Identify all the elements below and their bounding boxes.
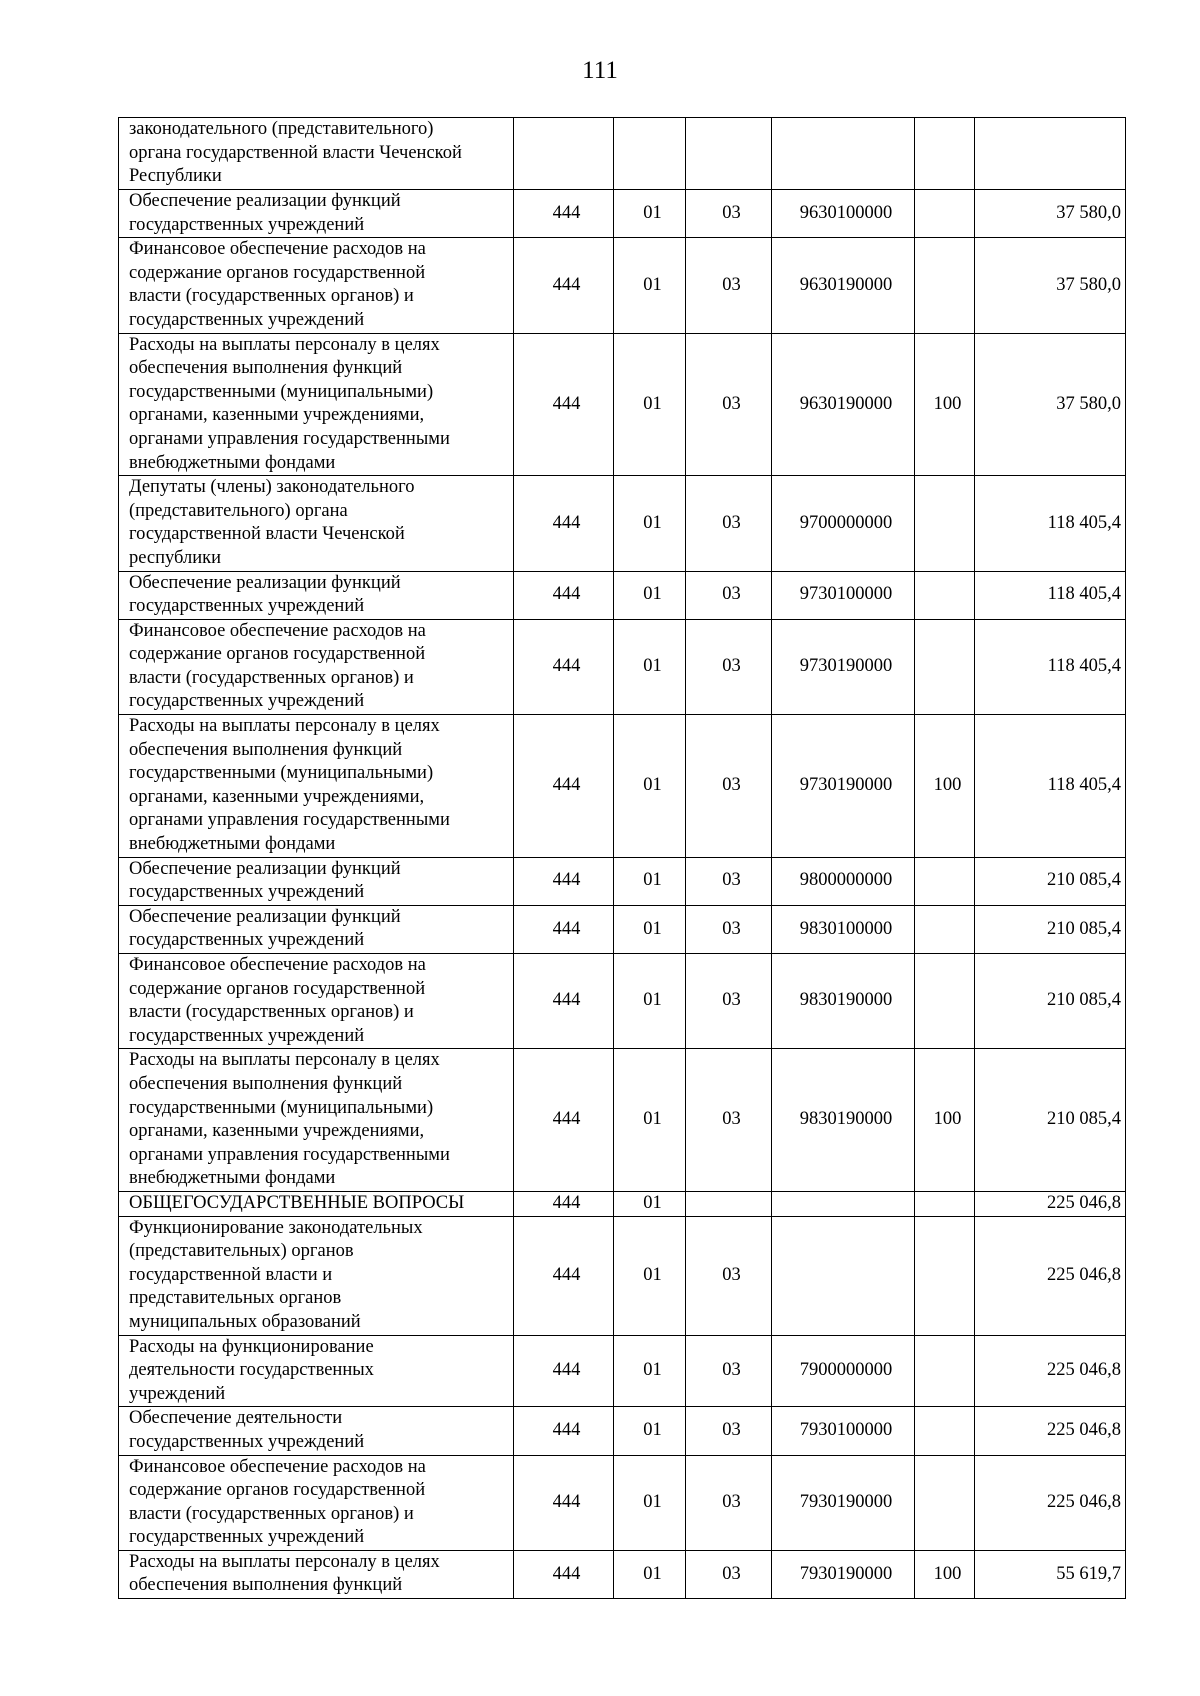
row-amount: 225 046,8 (975, 1407, 1126, 1455)
row-expense-type (915, 954, 975, 1049)
row-subsection-code: 03 (686, 857, 772, 905)
row-expense-type (915, 1455, 975, 1550)
row-ministry-code: 444 (514, 1191, 614, 1216)
row-amount: 55 619,7 (975, 1550, 1126, 1598)
row-ministry-code (514, 118, 614, 190)
row-expense-type: 100 (915, 333, 975, 476)
table-row (119, 1455, 1126, 1550)
row-ministry-code: 444 (514, 857, 614, 905)
row-amount (975, 118, 1126, 190)
row-target-article: 9730190000 (772, 715, 915, 858)
row-name-text: Обеспечение реализации функций государственных учреждений (129, 191, 401, 235)
row-ministry-code: 444 (514, 715, 614, 858)
table-row (119, 118, 1126, 190)
row-subsection-code: 03 (686, 476, 772, 571)
row-name (119, 857, 514, 905)
row-target-article (772, 1191, 915, 1216)
row-section-code: 01 (614, 619, 686, 714)
row-name (119, 118, 514, 190)
row-name-text: Финансовое обеспечение расходов на содержание органов государственной власти (государственных органов) и государственных учреждений (129, 620, 426, 712)
row-expense-type: 100 (915, 715, 975, 858)
row-amount: 118 405,4 (975, 571, 1126, 619)
table-row (119, 954, 1126, 1049)
row-section-code: 01 (614, 1049, 686, 1192)
row-target-article: 9830190000 (772, 954, 915, 1049)
row-amount: 225 046,8 (975, 1216, 1126, 1335)
row-ministry-code: 444 (514, 476, 614, 571)
row-amount: 37 580,0 (975, 333, 1126, 476)
row-expense-type (915, 571, 975, 619)
row-target-article: 7900000000 (772, 1335, 915, 1407)
row-target-article: 9630100000 (772, 190, 915, 238)
row-section-code (614, 118, 686, 190)
row-name (119, 1049, 514, 1192)
budget-table (118, 117, 1126, 1599)
row-expense-type (915, 476, 975, 571)
row-subsection-code: 03 (686, 1550, 772, 1598)
row-name-text: законодательного (представительного) органа государственной власти Чеченской Республики (129, 119, 462, 187)
row-name (119, 1407, 514, 1455)
table-row (119, 905, 1126, 953)
row-expense-type (915, 1191, 975, 1216)
row-section-code: 01 (614, 715, 686, 858)
row-ministry-code: 444 (514, 619, 614, 714)
table-row (119, 571, 1126, 619)
row-subsection-code (686, 118, 772, 190)
row-name (119, 1191, 514, 1216)
row-name-text: Расходы на выплаты персоналу в целях обеспечения выполнения функций (129, 1551, 440, 1596)
row-name (119, 619, 514, 714)
row-name (119, 476, 514, 571)
table-row (119, 1335, 1126, 1407)
row-section-code: 01 (614, 1407, 686, 1455)
row-name (119, 1455, 514, 1550)
row-name (119, 905, 514, 953)
row-section-code: 01 (614, 571, 686, 619)
row-expense-type (915, 1216, 975, 1335)
row-target-article: 9830190000 (772, 1049, 915, 1192)
row-amount: 37 580,0 (975, 238, 1126, 333)
row-name (119, 238, 514, 333)
row-target-article: 9700000000 (772, 476, 915, 571)
row-expense-type: 100 (915, 1550, 975, 1598)
row-name (119, 715, 514, 858)
row-expense-type (915, 118, 975, 190)
table-row (119, 1407, 1126, 1455)
row-name-text: Финансовое обеспечение расходов на содержание органов государственной власти (государственных органов) и государственных учреждений (129, 955, 426, 1046)
row-target-article: 9800000000 (772, 857, 915, 905)
row-amount: 210 085,4 (975, 1049, 1126, 1192)
row-expense-type (915, 1335, 975, 1407)
row-subsection-code: 03 (686, 905, 772, 953)
row-ministry-code: 444 (514, 190, 614, 238)
table-row (119, 333, 1126, 476)
row-ministry-code: 444 (514, 238, 614, 333)
row-expense-type (915, 1407, 975, 1455)
row-amount: 210 085,4 (975, 954, 1126, 1049)
row-target-article: 7930100000 (772, 1407, 915, 1455)
row-ministry-code: 444 (514, 1216, 614, 1335)
row-name (119, 190, 514, 238)
row-ministry-code: 444 (514, 1550, 614, 1598)
row-target-article: 9830100000 (772, 905, 915, 953)
row-subsection-code: 03 (686, 954, 772, 1049)
row-subsection-code: 03 (686, 571, 772, 619)
row-name (119, 333, 514, 476)
row-name-text: Расходы на выплаты персоналу в целях обеспечения выполнения функций государственными (муниципальными) органами, казенными учреждениями, органами управления государственными внебюджетными фондами (129, 334, 450, 473)
row-name (119, 1216, 514, 1335)
row-name-text: Депутаты (члены) законодательного (представительного) органа государственной власти Чеченской республики (129, 477, 415, 568)
row-section-code: 01 (614, 857, 686, 905)
row-subsection-code: 03 (686, 190, 772, 238)
row-subsection-code: 03 (686, 715, 772, 858)
row-subsection-code: 03 (686, 333, 772, 476)
table-row (119, 1550, 1126, 1598)
row-subsection-code: 03 (686, 1216, 772, 1335)
row-subsection-code: 03 (686, 619, 772, 714)
row-ministry-code: 444 (514, 905, 614, 953)
row-target-article (772, 118, 915, 190)
row-section-code: 01 (614, 1216, 686, 1335)
row-section-code: 01 (614, 333, 686, 476)
row-target-article: 9630190000 (772, 333, 915, 476)
table-row (119, 1216, 1126, 1335)
row-section-code: 01 (614, 238, 686, 333)
row-target-article: 9730100000 (772, 571, 915, 619)
table-body (119, 118, 1126, 1599)
row-name-text: Расходы на выплаты персоналу в целях обеспечения выполнения функций государственными (муниципальными) органами, казенными учреждениями, органами управления государственными внебюджетными фондами (129, 716, 450, 855)
page-number: 111 (582, 57, 618, 84)
row-ministry-code: 444 (514, 1335, 614, 1407)
row-subsection-code (686, 1191, 772, 1216)
row-ministry-code: 444 (514, 1407, 614, 1455)
row-subsection-code: 03 (686, 1407, 772, 1455)
row-subsection-code: 03 (686, 1335, 772, 1407)
table-row (119, 715, 1126, 858)
row-expense-type (915, 619, 975, 714)
row-expense-type (915, 238, 975, 333)
row-amount: 225 046,8 (975, 1191, 1126, 1216)
row-ministry-code: 444 (514, 954, 614, 1049)
row-name-text: Финансовое обеспечение расходов на содержание органов государственной власти (государственных органов) и государственных учреждений (129, 1456, 426, 1548)
row-expense-type (915, 190, 975, 238)
table-row (119, 857, 1126, 905)
row-target-article: 9730190000 (772, 619, 915, 714)
row-expense-type: 100 (915, 1049, 975, 1192)
row-section-code: 01 (614, 1455, 686, 1550)
row-subsection-code: 03 (686, 1049, 772, 1192)
row-subsection-code: 03 (686, 1455, 772, 1550)
row-name-text: Функционирование законодательных (представительных) органов государственной власти и представительных органов муниципальных образований (129, 1217, 423, 1332)
row-section-code: 01 (614, 1191, 686, 1216)
row-target-article (772, 1216, 915, 1335)
table-row (119, 238, 1126, 333)
row-name-text: Обеспечение деятельности государственных учреждений (129, 1408, 365, 1452)
row-name-text: Обеспечение реализации функций государственных учреждений (129, 858, 401, 903)
row-amount: 225 046,8 (975, 1335, 1126, 1407)
row-ministry-code: 444 (514, 1049, 614, 1192)
row-name-text: Расходы на функционирование деятельности государственных учреждений (129, 1336, 374, 1404)
row-target-article: 9630190000 (772, 238, 915, 333)
table-row (119, 619, 1126, 714)
row-name-text: Обеспечение реализации функций государственных учреждений (129, 572, 401, 617)
table-row (119, 1049, 1126, 1192)
table-row (119, 476, 1126, 571)
row-name-text: Финансовое обеспечение расходов на содержание органов государственной власти (государственных органов) и государственных учреждений (129, 239, 426, 330)
row-expense-type (915, 905, 975, 953)
row-amount: 210 085,4 (975, 857, 1126, 905)
row-amount: 118 405,4 (975, 715, 1126, 858)
row-amount: 118 405,4 (975, 619, 1126, 714)
row-name (119, 954, 514, 1049)
row-ministry-code: 444 (514, 571, 614, 619)
row-name-text: Расходы на выплаты персоналу в целях обеспечения выполнения функций государственными (муниципальными) органами, казенными учреждениями, органами управления государственными внебюджетными фондами (129, 1050, 450, 1189)
row-section-code: 01 (614, 954, 686, 1049)
row-amount: 118 405,4 (975, 476, 1126, 571)
row-subsection-code: 03 (686, 238, 772, 333)
row-section-code: 01 (614, 1550, 686, 1598)
row-ministry-code: 444 (514, 333, 614, 476)
row-target-article: 7930190000 (772, 1550, 915, 1598)
row-amount: 37 580,0 (975, 190, 1126, 238)
row-name (119, 571, 514, 619)
row-section-code: 01 (614, 190, 686, 238)
row-name (119, 1550, 514, 1598)
row-name-text: ОБЩЕГОСУДАРСТВЕННЫЕ ВОПРОСЫ (129, 1192, 465, 1213)
row-name (119, 1335, 514, 1407)
row-target-article: 7930190000 (772, 1455, 915, 1550)
row-amount: 210 085,4 (975, 905, 1126, 953)
table-row (119, 1191, 1126, 1216)
row-section-code: 01 (614, 905, 686, 953)
row-section-code: 01 (614, 1335, 686, 1407)
table-row (119, 190, 1126, 238)
row-expense-type (915, 857, 975, 905)
row-name-text: Обеспечение реализации функций государственных учреждений (129, 906, 401, 951)
row-ministry-code: 444 (514, 1455, 614, 1550)
row-section-code: 01 (614, 476, 686, 571)
row-amount: 225 046,8 (975, 1455, 1126, 1550)
